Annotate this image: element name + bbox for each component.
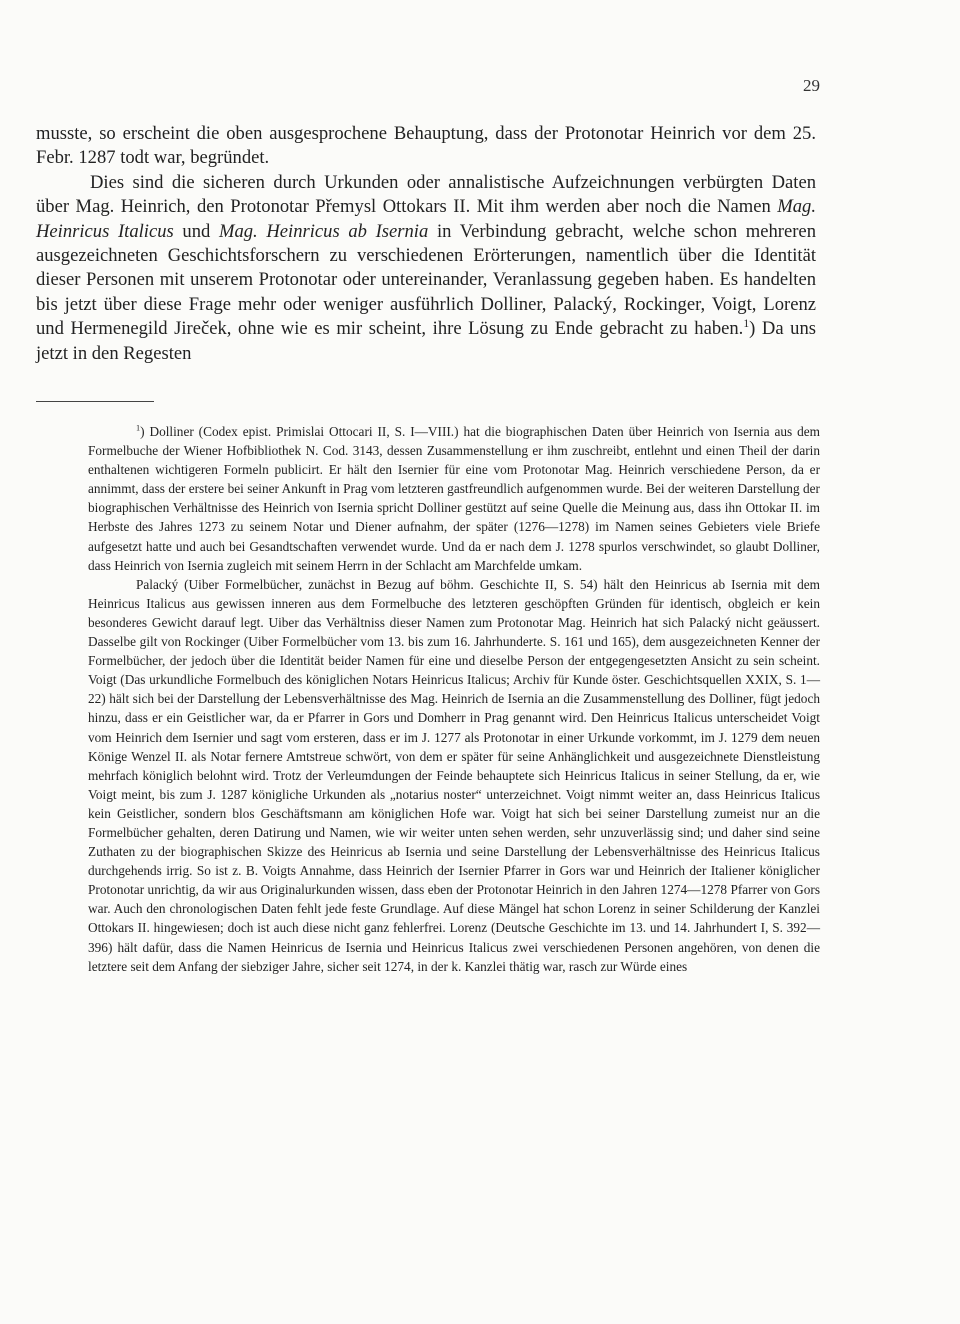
name-heinricus-ab-isernia: Mag. Heinricus ab Isernia <box>218 220 429 242</box>
main-text <box>36 122 816 366</box>
footnote-1-text: ) Dolliner (Codex epist. Primislai Ottocari II, S. I—VIII.) hat die biographischen Daten über Heinrich von Isernia aus dem Formelbuche der Wiener Hofbibliothek N. Cod. 3143, dessen Zusammenstellung er ihm zuschreibt, entlehnt und einen Theil der darin enthaltenen wichtigeren Formeln publicirt. Er hält den Isernier für eine vom Protonotar Mag. Heinrich verschiedene Person, da er annimmt, dass der erstere bei seiner Ankunft in Prag vom letzteren gastfreundlich aufgenommen wurde. Bei der weiteren Darstellung der biographischen Verhältnisse des Heinrich von Isernia spricht Dolliner gestützt auf seine Quelle die Meinung aus, dass ihn Ottokar II. im Herbste des Jahres 1273 zu seinem Notar und Diener aufnahm, der später (1276—1278) im Namen seines Gebieters viele Briefe aufgesetzt hatte und auch bei Gesandtschaften verwendet wurde. Und da er nach dem J. 1278 spurlos verschwindet, so glaubt Dolliner, dass Heinrich von Isernia zugleich mit seinem Herrn in der Schlacht am Marchfelde umkam. <box>88 424 820 573</box>
paragraph-2-text-d: ) Da uns jetzt in den Regesten <box>36 318 816 364</box>
footnote-marker-1: 1 <box>136 423 141 433</box>
paragraph-2-text-b: und <box>173 220 219 242</box>
paragraph-2 <box>36 171 816 366</box>
name-heinricus-italicus: Mag. Heinricus Italicus <box>36 196 816 242</box>
paragraph-2-text-c: in Verbindung gebracht, welche schon mehreren ausgezeichneten Geschichtsforschern zu verschiedenen Erörterungen, namentlich über die Identität dieser Personen mit unserem Protonotar oder untereinander, Veranlassung gegeben haben. Es handelten bis jetzt über diese Frage mehr oder weniger ausführlich Dolliner, Palacký, Rockinger, Voigt, Lorenz und Hermenegild Jireček, ohne wie es mir scheint, ihre Lösung zu Ende gebracht zu haben. <box>36 220 816 340</box>
footnote-continuation: Palacký (Uiber Formelbücher, zunächst in Bezug auf böhm. Geschichte II, S. 54) hält den Heinricus ab Isernia mit dem Heinricus Italicus aus gewissen inneren aus dem Formelbuche des letzteren geschöpften Gründen für identisch, obgleich er kein besonderes Gewicht darauf legt. Uiber das Verhältniss dieser Namen zum Protonotar Mag. Heinrich hat sich Palacký nicht geäussert. Dasselbe gilt von Rockinger (Uiber Formelbücher vom 13. bis zum 16. Jahrhunderte. S. 161 und 165), dem ausgezeichneten Kenner der Formelbücher, der jedoch über die Identität beider Namen für eine und dieselbe Person der entgegengesetzten Ansicht zu sein scheint. Voigt (Das urkundliche Formelbuch des königlichen Notars Heinricus Italicus; Archiv für Kunde öster. Geschichtsquellen XXIX, S. 1—22) hält sich bei der Darstellung der Lebensverhältnisse des Mag. Heinrich de Isernia an die Zusammenstellung des Dolliner, fügt jedoch hinzu, dass er ein Geistlicher war, da er Pfarrer in Gors und Domherr in Prag genannt wird. Den Heinricus Italicus unterscheidet Voigt vom Heinrich dem Isernier und sagt vom ersteren, dass er im J. 1277 als Protonotar in einer Urkunde vorkommt, im J. 1279 dem neuen Könige Wenzel II. als Notar fernere Amtstreue schwört, von dem er später für seine Anhänglichkeit und ausgezeichnete Dienstleistung mehrfach königlich belohnt wird. Trotz der Verleumdungen der Feinde behauptete sich Heinricus Italicus in seiner Stellung, da er, wie Voigt meint, bis zum J. 1287 königliche Urkunden als „notarius noster“ unterzeichnet. Voigt nimmt weiter an, dass Heinricus Italicus kein Geistlicher, sondern blos Geschäftsmann am königlichen Hofe war. Voigt hat sich bei seiner Darstellung zumeist nur an die Formelbücher gehalten, deren Datirung und Namen, wie wir weiter unten sehen werden, sehr unzuverlässig sind; und daher sind seine Zuthaten zu der biographischen Skizze des Heinricus ab Isernia und seine Darstellung der Lebensverhältnisse des Heinricus Italicus durchgehends irrig. So ist z. B. Voigts Annahme, dass Heinrich der Isernier Pfarrer in Gors war und Heinrich der Italiener königlicher Protonotar unrichtig, da wir aus Originalurkunden wissen, dass eben der Protonotar Heinrich in den Jahren 1274—1278 Pfarrer von Gors war. Auch den chronologischen Daten fehlt jede feste Grundlage. Auf diese Mängel hat schon Lorenz in seiner Schilderung der Kanzlei Ottokars II. hingewiesen; doch ist auch diese nicht ganz fehlerfrei. Lorenz (Deutsche Geschichte im 13. und 14. Jahrhundert I, S. 392—396) hält dafür, dass die Namen Heinricus de Isernia und Heinricus Italicus zwei verschiedenen Personen angehören, von denen die letztere seit dem Anfang der siebziger Jahre, sicher seit 1274, in der k. Kanzlei thätig war, rasch zur Würde eines <box>88 576 820 974</box>
page-number: 29 <box>803 76 820 95</box>
footnotes <box>88 422 820 976</box>
paragraph-1: musste, so erscheint die oben ausgesprochene Behauptung, dass der Protonotar Heinrich vor dem 25. Febr. 1287 todt war, begründet. <box>36 123 816 169</box>
paragraph-2-text-a: Dies sind die sicheren durch Urkunden oder annalistische Aufzeichnungen verbürgten Daten über Mag. Heinrich, den Protonotar Přemysl Ottokars II. Mit ihm werden aber noch die Namen <box>36 171 816 218</box>
footnote-1 <box>88 422 820 575</box>
footnote-divider <box>36 401 154 402</box>
footnote-ref-1: 1 <box>743 318 750 331</box>
